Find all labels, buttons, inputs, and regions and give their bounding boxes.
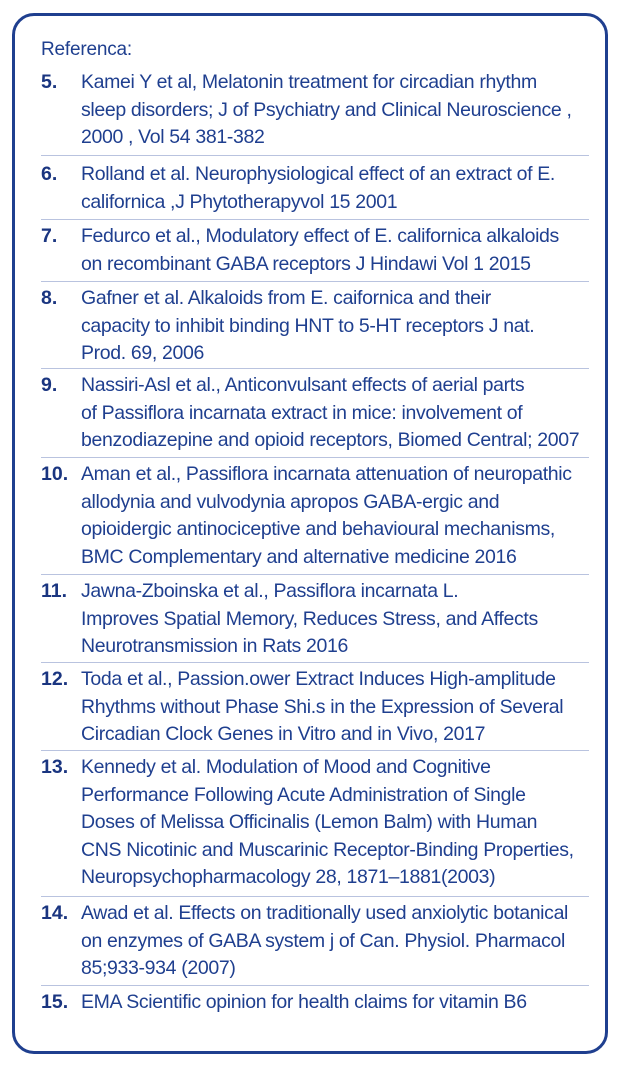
divider bbox=[41, 219, 589, 220]
divider bbox=[41, 896, 589, 897]
reference-text: Gafner et al. Alkaloids from E. caifornica and their capacity to inhibit binding HNT to 5-HT receptors J nat. Prod. 69, 2006 bbox=[81, 287, 535, 364]
reference-number: 6. bbox=[41, 163, 58, 185]
reference-number: 7. bbox=[41, 225, 58, 247]
reference-number: 5. bbox=[41, 71, 58, 93]
reference-card bbox=[12, 13, 608, 1054]
reference-text: EMA Scientific opinion for health claims for vitamin B6 bbox=[81, 991, 527, 1013]
divider bbox=[41, 750, 589, 751]
reference-text: Kamei Y et al, Melatonin treatment for circadian rhythm sleep disorders; J of Psychiatry and Clinical Neuroscience , 2000 , Vol 54 381-382 bbox=[81, 71, 572, 148]
divider bbox=[41, 155, 589, 156]
reference-number: 15. bbox=[41, 991, 69, 1013]
reference-number: 13. bbox=[41, 756, 69, 778]
reference-number: 8. bbox=[41, 287, 58, 309]
reference-text: Fedurco et al., Modulatory effect of E. californica alkaloids on recombinant GABA receptors J Hindawi Vol 1 2015 bbox=[81, 225, 559, 275]
divider bbox=[41, 457, 589, 458]
reference-number: 11. bbox=[41, 580, 68, 602]
divider bbox=[41, 985, 589, 986]
divider bbox=[41, 368, 589, 369]
reference-number: 9. bbox=[41, 374, 58, 396]
reference-text: Aman et al., Passiflora incarnata attenuation of neuropathic allodynia and vulvodynia apropos GABA-ergic and opioidergic antinociceptive and behavioural mechanisms, BMC Complementary and alternative medicine 2016 bbox=[81, 463, 572, 568]
divider bbox=[41, 662, 589, 663]
reference-text: Jawna-Zboinska et al., Passiflora incarnata L. Improves Spatial Memory, Reduces Stress, and Affects Neurotransmission in Rats 2016 bbox=[81, 580, 538, 657]
reference-number: 14. bbox=[41, 902, 69, 924]
reference-number: 10. bbox=[41, 463, 69, 485]
reference-text: Nassiri-Asl et al., Anticonvulsant effects of aerial parts of Passiflora incarnata extract in mice: involvement of benzodiazepine and opioid receptors, Biomed Central; 2007 bbox=[81, 374, 580, 451]
reference-text: Toda et al., Passion.ower Extract Induces High-amplitude Rhythms without Phase Shi.s in the Expression of Several Circadian Clock Genes in Vitro and in Vivo, 2017 bbox=[81, 668, 564, 745]
divider bbox=[41, 281, 589, 282]
divider bbox=[41, 574, 589, 575]
reference-number: 12. bbox=[41, 668, 69, 690]
reference-list bbox=[15, 16, 605, 1051]
references-heading: Referenca: bbox=[41, 39, 132, 60]
reference-text: Awad et al. Effects on traditionally used anxiolytic botanical on enzymes of GABA system j of Can. Physiol. Pharmacol 85;933-934 (2007) bbox=[81, 902, 569, 979]
reference-text: Kennedy et al. Modulation of Mood and Cognitive Performance Following Acute Administration of Single Doses of Melissa Officinalis (Lemon Balm) with Human CNS Nicotinic and Muscarinic Receptor-Binding Properties, Neuropsychopharmacology 28, 1871–1881(2003) bbox=[81, 756, 574, 888]
reference-text: Rolland et al. Neurophysiological effect of an extract of E. californica ,J Phytotherapyvol 15 2001 bbox=[81, 163, 556, 213]
